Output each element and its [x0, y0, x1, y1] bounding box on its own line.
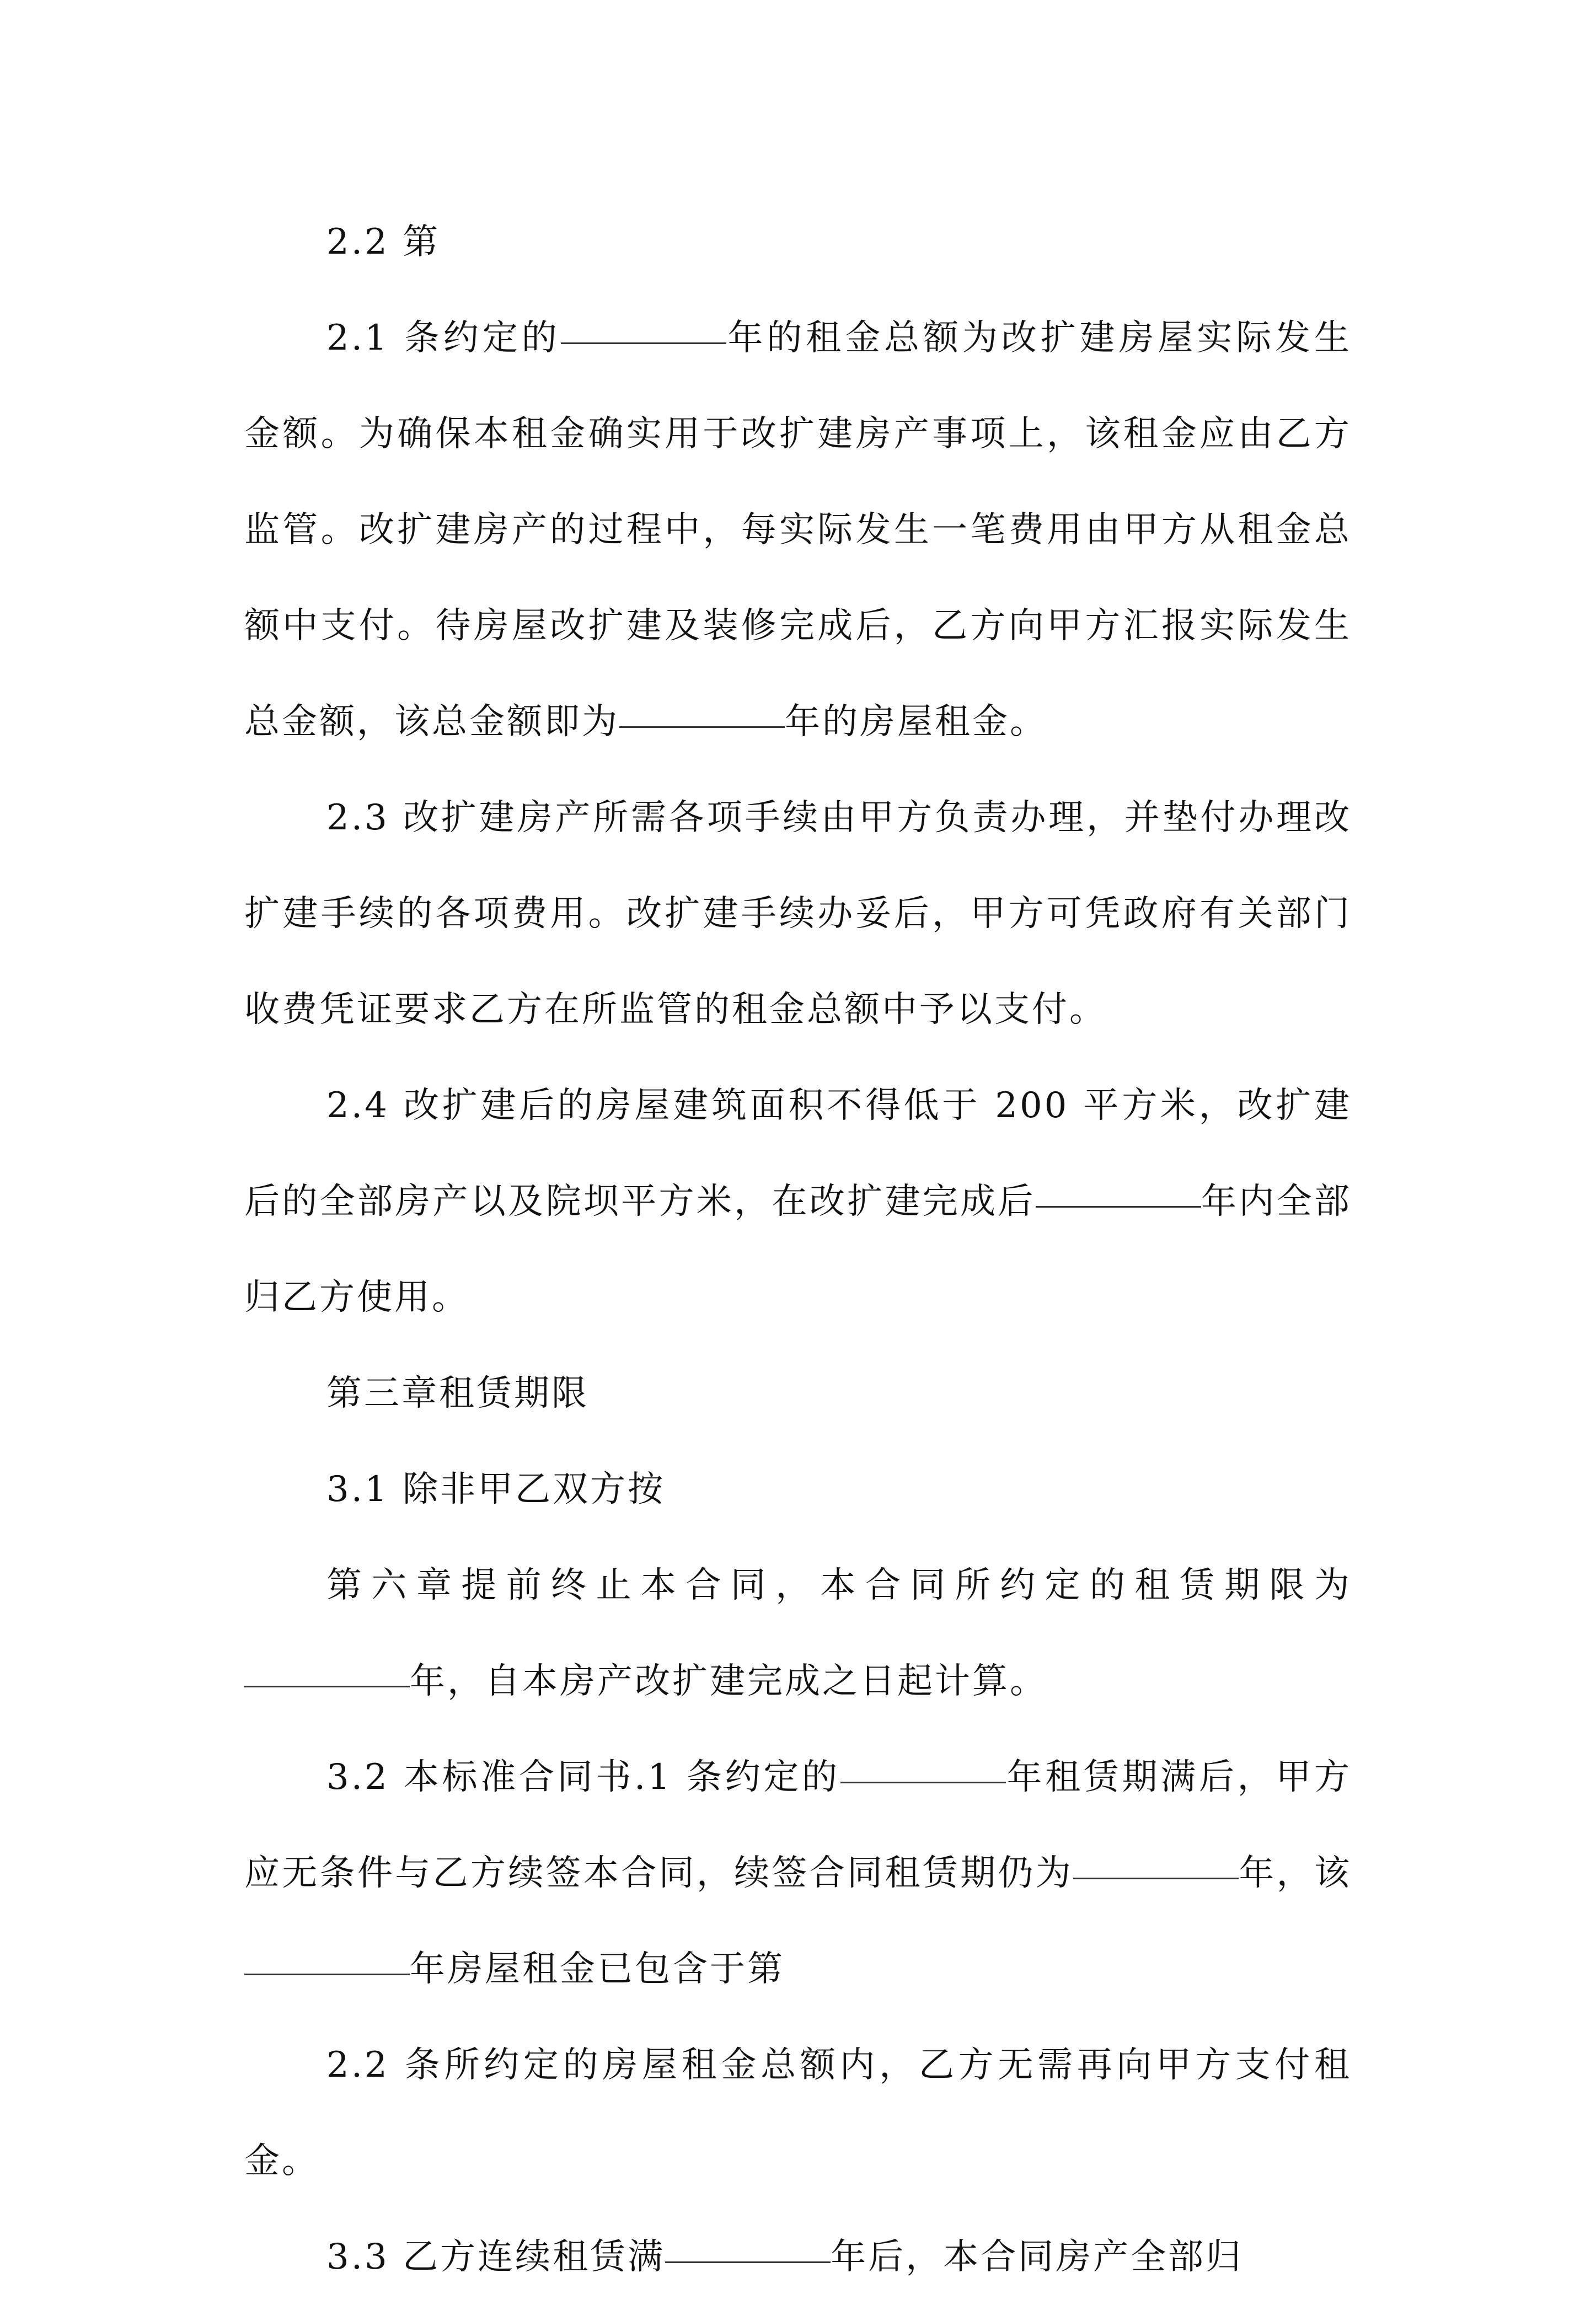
blank-underline: [561, 307, 726, 344]
paragraph-2-4-area: 2.4 改扩建后的房屋建筑面积不得低于 200 平方米，改扩建后的全部房产以及院坝平方米，在改扩建完成后 年内全部归乙方使用。: [244, 1085, 1352, 1318]
blank-underline: [1073, 1842, 1239, 1879]
paragraph-2-3-procedures: 2.3 改扩建房产所需各项手续由甲方负责办理，并垫付办理改扩建手续的各项费用。改扩建手续办妥后，甲方可凭政府有关部门收费凭证要求乙方在所监管的租金总额中予以支付。: [244, 797, 1352, 1030]
blank-underline: [244, 1938, 410, 1975]
blank-underline: [619, 691, 785, 728]
blank-underline: [665, 2226, 831, 2263]
paragraph-chapter-6-term: 第六章提前终止本合同，本合同所约定的租赁期限为年，自本房产改扩建完成之日起计算。: [244, 1537, 1352, 1729]
blank-underline: [1036, 1171, 1201, 1208]
paragraph-2-2-heading: 2.2 第: [326, 222, 441, 262]
paragraph-3-1-heading: 3.1 除非甲乙双方按: [326, 1469, 666, 1510]
paragraph-2-2-rent-included: 2.2 条所约定的房屋租金总额内，乙方无需再向甲方支付租金。: [244, 2045, 1352, 2181]
chapter-3-heading: 第三章租赁期限: [326, 1373, 589, 1414]
blank-underline: [840, 1746, 1006, 1783]
paragraph-2-1-rent-total: 2.1 条约定的 年的租金总额为改扩建房屋实际发生金额。为确保本租金确实用于改扩建房产事项上，该租金应由乙方监管。改扩建房产的过程中，每实际发生一笔费用由甲方从租金总额中支付。待房屋改扩建及装修完成后，乙方向甲方汇报实际发生总金额，该总金额即为 年的房屋租金。: [244, 290, 1352, 770]
blank-underline: [244, 1650, 410, 1687]
paragraph-3-3-ownership: 3.3 乙方连续租赁满 年后，本合同房产全部归: [244, 2209, 1352, 2305]
paragraph-3-2-renewal: 3.2 本标准合同书.1 条约定的 年租赁期满后，甲方应无条件与乙方续签本合同，续签合同租赁期仍为 年，该年房屋租金已包含于第: [244, 1729, 1352, 2017]
document-body: [244, 194, 1352, 2305]
